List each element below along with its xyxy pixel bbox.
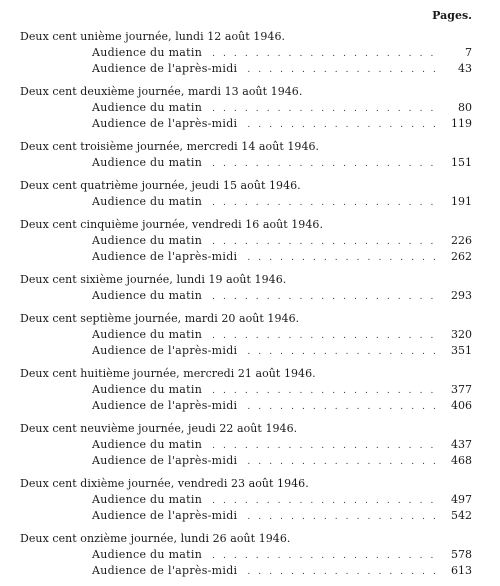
day-section	[20, 311, 472, 359]
audience-entry	[20, 547, 472, 563]
dot-leader	[247, 250, 438, 266]
audience-entry	[20, 398, 472, 414]
audience-label: Audience du matin	[92, 548, 203, 561]
dot-leader	[212, 195, 438, 211]
dot-leader	[212, 493, 438, 509]
dot-leader	[212, 548, 438, 564]
day-section	[20, 421, 472, 469]
page-number: 262	[451, 250, 472, 263]
day-title: Deux cent cinquième journée, vendredi 16 août 1946.	[20, 218, 324, 231]
day-title: Deux cent deuxième journée, mardi 13 août 1946.	[20, 85, 303, 98]
audience-label: Audience du matin	[92, 328, 203, 341]
dot-leader	[212, 101, 438, 117]
day-section	[20, 272, 472, 304]
audience-entry	[20, 288, 472, 304]
audience-label: Audience du matin	[92, 156, 203, 169]
page-number: 191	[451, 195, 472, 208]
dot-leader	[212, 438, 438, 454]
audience-entry	[20, 100, 472, 116]
day-title: Deux cent onzième journée, lundi 26 août 1946.	[20, 532, 291, 545]
audience-entry	[20, 249, 472, 265]
page-number: 80	[458, 101, 472, 114]
page-number: 151	[451, 156, 472, 169]
audience-entry	[20, 508, 472, 524]
day-section	[20, 217, 472, 265]
page-number: 43	[458, 62, 472, 75]
audience-label: Audience du matin	[92, 195, 203, 208]
audience-label: Audience de l'après-midi	[92, 399, 238, 412]
page-number: 226	[451, 234, 472, 247]
audience-entry	[20, 437, 472, 453]
dot-leader	[247, 117, 438, 133]
day-section	[20, 139, 472, 171]
dot-leader	[212, 328, 438, 344]
dot-leader	[247, 454, 438, 470]
day-section	[20, 29, 472, 77]
dot-leader	[212, 46, 438, 62]
dot-leader	[247, 344, 438, 360]
audience-entry	[20, 343, 472, 359]
audience-label: Audience de l'après-midi	[92, 117, 238, 130]
audience-label: Audience du matin	[92, 383, 203, 396]
dot-leader	[247, 564, 438, 580]
dot-leader	[247, 509, 438, 525]
audience-entry	[20, 45, 472, 61]
page-number: 437	[451, 438, 472, 451]
audience-label: Audience du matin	[92, 438, 203, 451]
day-title: Deux cent dixième journée, vendredi 23 août 1946.	[20, 477, 309, 490]
audience-label: Audience du matin	[92, 101, 203, 114]
audience-entry	[20, 194, 472, 210]
page-number: 542	[451, 509, 472, 522]
audience-label: Audience de l'après-midi	[92, 564, 238, 577]
dot-leader	[212, 234, 438, 250]
page-number: 406	[451, 399, 472, 412]
page-number: 578	[451, 548, 472, 561]
page-number: 497	[451, 493, 472, 506]
audience-label: Audience du matin	[92, 46, 203, 59]
day-title: Deux cent unième journée, lundi 12 août 1946.	[20, 30, 286, 43]
page-number: 7	[465, 46, 472, 59]
audience-label: Audience du matin	[92, 493, 203, 506]
page-number: 293	[451, 289, 472, 302]
audience-label: Audience de l'après-midi	[92, 250, 238, 263]
audience-entry	[20, 233, 472, 249]
day-title: Deux cent troisième journée, mercredi 14 août 1946.	[20, 140, 320, 153]
audience-entry	[20, 453, 472, 469]
audience-entry	[20, 492, 472, 508]
day-section	[20, 366, 472, 414]
day-title: Deux cent huitième journée, mercredi 21 août 1946.	[20, 367, 316, 380]
day-section	[20, 476, 472, 524]
audience-entry	[20, 61, 472, 77]
page-number: 613	[451, 564, 472, 577]
day-section	[20, 84, 472, 132]
dot-leader	[212, 383, 438, 399]
audience-label: Audience du matin	[92, 234, 203, 247]
audience-label: Audience de l'après-midi	[92, 454, 238, 467]
day-section	[20, 531, 472, 579]
pages-column-header: Pages.	[432, 9, 472, 22]
day-title: Deux cent septième journée, mardi 20 août 1946.	[20, 312, 300, 325]
dot-leader	[247, 399, 438, 415]
table-of-contents	[20, 29, 472, 586]
audience-entry	[20, 382, 472, 398]
dot-leader	[212, 156, 438, 172]
page-number: 119	[451, 117, 472, 130]
day-title: Deux cent quatrième journée, jeudi 15 août 1946.	[20, 179, 301, 192]
audience-label: Audience du matin	[92, 289, 203, 302]
audience-label: Audience de l'après-midi	[92, 509, 238, 522]
page-number: 351	[451, 344, 472, 357]
page-number: 468	[451, 454, 472, 467]
day-title: Deux cent sixième journée, lundi 19 août 1946.	[20, 273, 287, 286]
audience-label: Audience de l'après-midi	[92, 344, 238, 357]
audience-entry	[20, 155, 472, 171]
dot-leader	[212, 289, 438, 305]
day-section	[20, 178, 472, 210]
dot-leader	[247, 62, 438, 78]
audience-entry	[20, 116, 472, 132]
page-number: 377	[451, 383, 472, 396]
day-title: Deux cent neuvième journée, jeudi 22 août 1946.	[20, 422, 298, 435]
audience-entry	[20, 563, 472, 579]
page-number: 320	[451, 328, 472, 341]
audience-entry	[20, 327, 472, 343]
audience-label: Audience de l'après-midi	[92, 62, 238, 75]
